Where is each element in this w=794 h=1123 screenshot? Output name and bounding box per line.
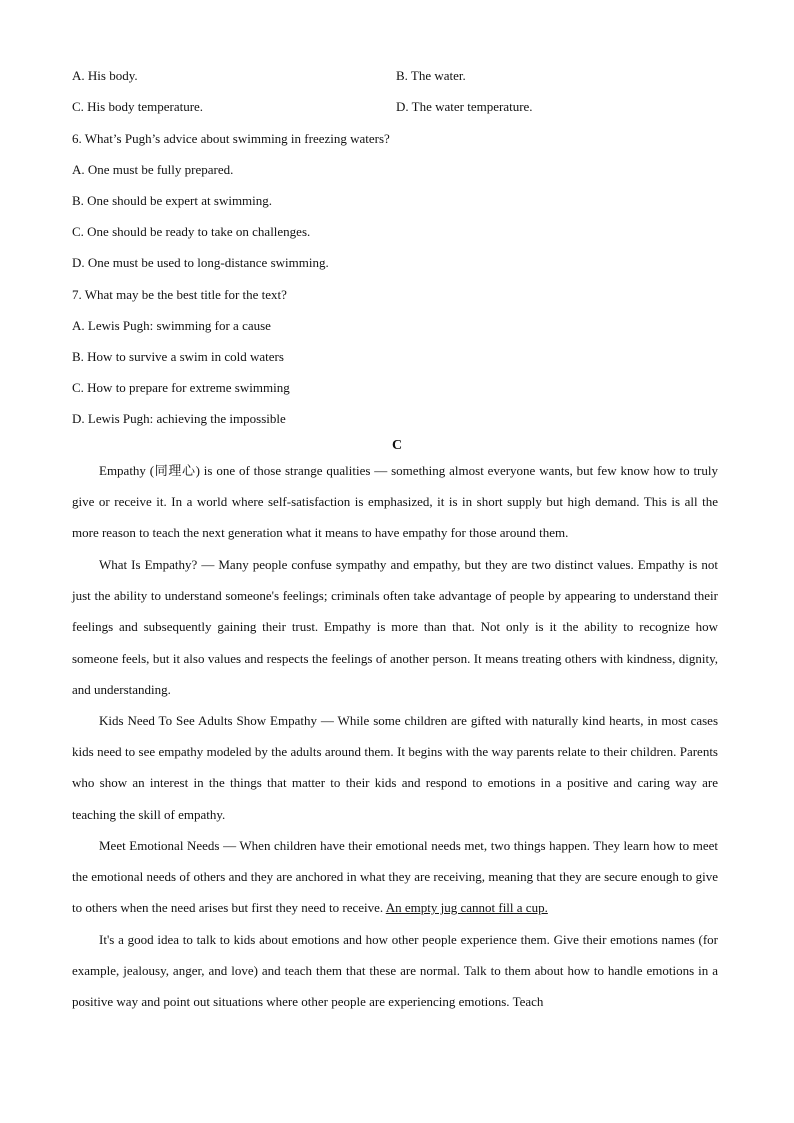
q5-option-d: D. The water temperature.: [396, 99, 533, 114]
passage-heading: C: [391, 438, 403, 453]
q7-option-c: C. How to prepare for extreme swimming: [72, 380, 290, 395]
passage-paragraph-2: [72, 549, 718, 705]
q7-option-b: B. How to survive a swim in cold waters: [72, 349, 284, 364]
q7-stem: 7. What may be the best title for the text?: [72, 287, 287, 302]
q7-option-d: D. Lewis Pugh: achieving the impossible: [72, 411, 286, 426]
underlined-sentence: An empty jug cannot fill a cup.: [385, 900, 548, 916]
q5-option-b: B. The water.: [396, 68, 466, 83]
passage-paragraph-4: [72, 830, 718, 924]
q6-option-b: B. One should be expert at swimming.: [72, 193, 273, 208]
passage-paragraph-5: [72, 924, 718, 1018]
paragraph-2-text: What Is Empathy? — Many people confuse sympathy and empathy, but they are two distinct values. Empathy is not just the ability to understand someone's feelings; criminals often take advantage of people by appearing to understand their feelings and subsequently gaining their trust. Empathy is more than that. Not only is it the ability to recognize how someone feels, but it also values and respects the feelings of another person. It means treating others with kindness, dignity, and understanding.: [72, 557, 718, 697]
paragraph-5-text: It's a good idea to talk to kids about emotions and how other people experience them. Give their emotions names (for example, jealousy, anger, and love) and teach them that these are normal. Talk to them about how to handle emotions in a positive way and point out situations where other people are experiencing emotions. Teach: [72, 932, 718, 1010]
paragraph-4-text: Meet Emotional Needs — When children have their emotional needs met, two things happen. They learn how to meet the emotional needs of others and they are anchored in what they are receiving, meaning that they are secure enough to give to others when the need arises but first they need to receive.: [72, 838, 718, 916]
q6-option-d: D. One must be used to long-distance swimming.: [72, 255, 329, 270]
paragraph-1-text: Empathy (同理心) is one of those strange qualities — something almost everyone wants, but few know how to truly give or receive it. In a world where self-satisfaction is emphasized, it is in short supply but high demand. This is all the more reason to teach the next generation what it means to have empathy for those around them.: [72, 463, 718, 541]
paragraph-3-text: Kids Need To See Adults Show Empathy — While some children are gifted with naturally kind hearts, in most cases kids need to see empathy modeled by the adults around them. It begins with the way parents relate to their children. Parents who show an interest in the things that matter to their kids and respond to emotions in a positive and caring way are teaching the skill of empathy.: [72, 713, 718, 822]
q6-option-a: A. One must be fully prepared.: [72, 162, 234, 177]
q5-option-a: A. His body.: [72, 68, 138, 83]
q5-option-c: C. His body temperature.: [72, 99, 204, 114]
passage-paragraph-3: [72, 705, 718, 830]
q6-stem: 6. What’s Pugh’s advice about swimming in freezing waters?: [72, 131, 390, 146]
q7-option-a: A. Lewis Pugh: swimming for a cause: [72, 318, 271, 333]
q6-option-c: C. One should be ready to take on challenges.: [72, 224, 311, 239]
passage-paragraph-1: [72, 455, 718, 549]
